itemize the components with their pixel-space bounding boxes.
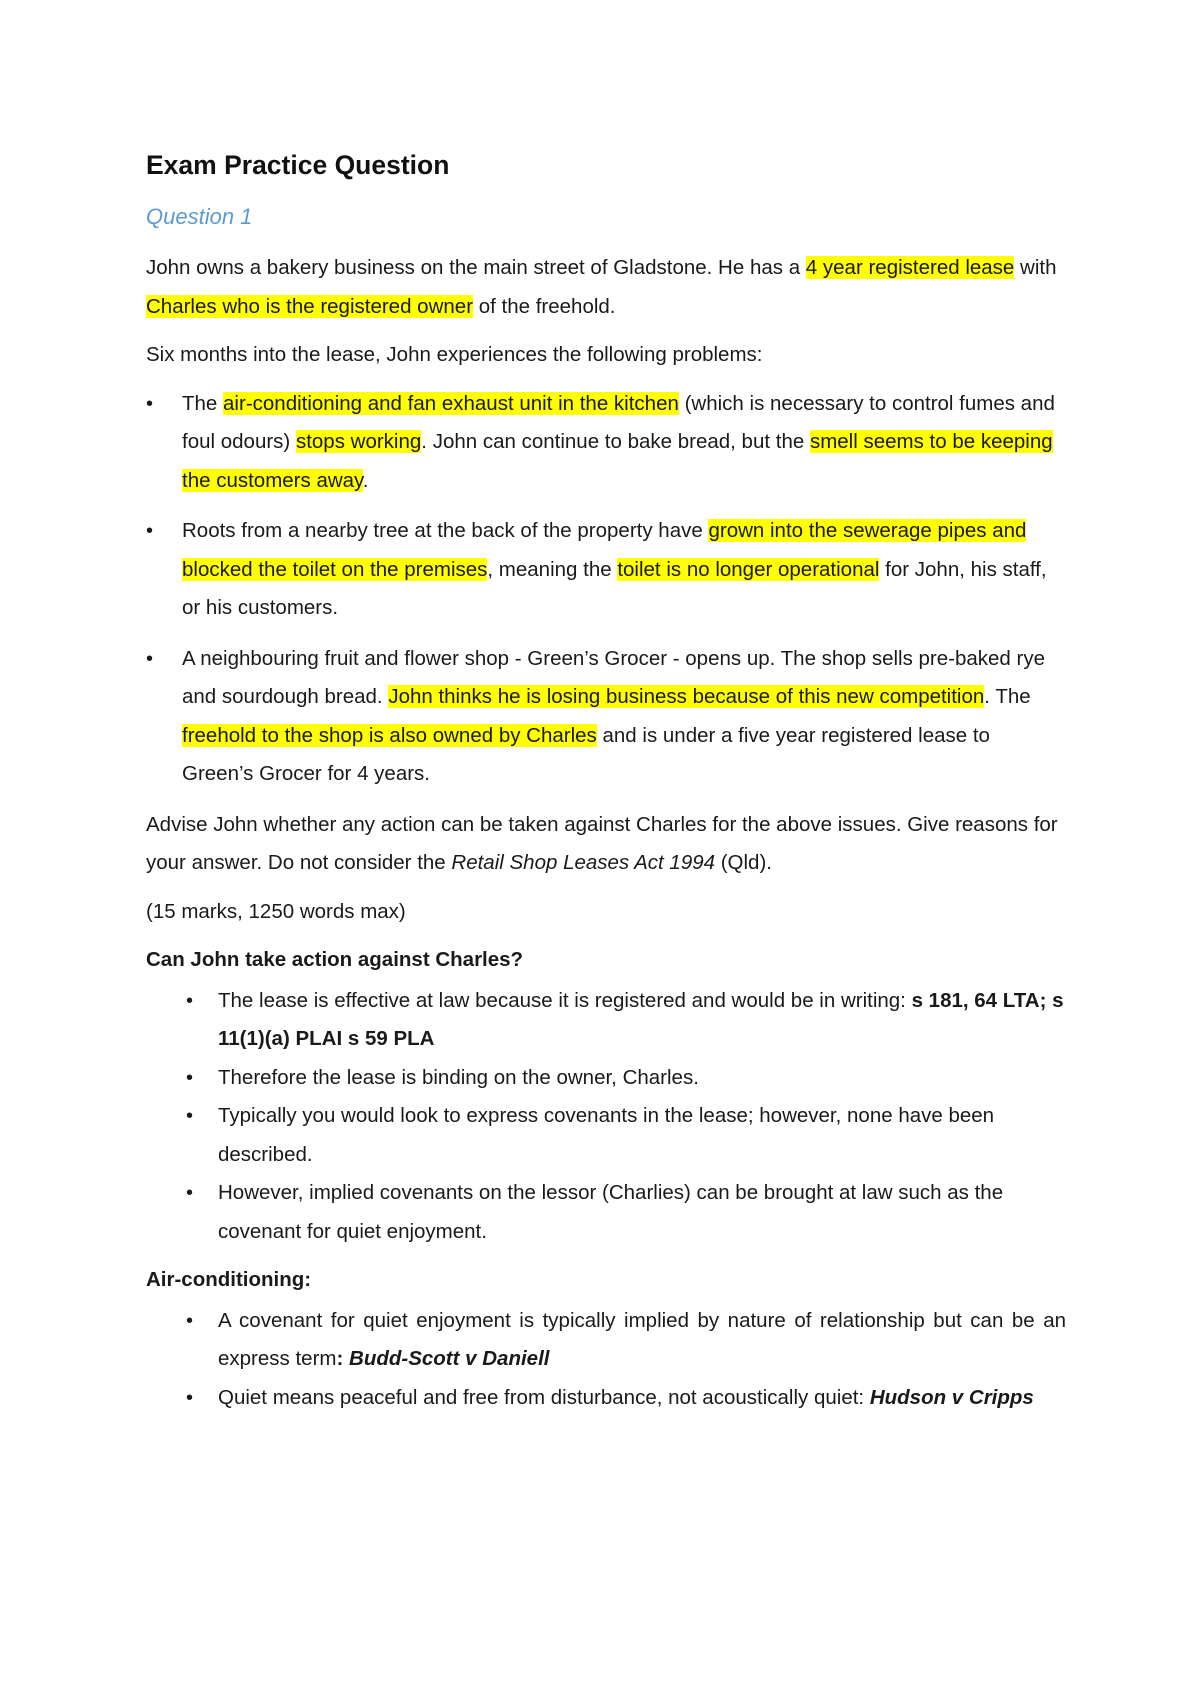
problem-highlight: John thinks he is losing business because of this new competition	[388, 685, 985, 709]
advise-text-1: Advise John whether any action can be taken against Charles for the above issues. Give reasons for your answer. Do not consider the	[146, 812, 1058, 875]
problem-text: . John can continue to bake bread, but the	[421, 430, 810, 454]
case-citation: Budd-Scott v Daniell	[349, 1347, 550, 1371]
problems-list	[146, 385, 1066, 794]
list-item	[146, 1097, 1066, 1174]
problem-highlight: smell seems to be keeping the customers away	[182, 430, 1053, 492]
action-list	[146, 982, 1066, 1252]
statute-citation: s 181, 64 LTA; s 11(1)(a) PLAI s 59 PLA	[218, 988, 1064, 1051]
intro-highlight-1: 4 year registered lease	[805, 256, 1015, 280]
document-title: Exam Practice Question	[146, 150, 450, 180]
problem-highlight: air-conditioning and fan exhaust unit in the kitchen	[223, 391, 679, 415]
list-item	[146, 385, 1066, 501]
case-citation: Hudson v Cripps	[869, 1385, 1034, 1409]
problem-text: for John, his staff, or his customers.	[182, 557, 1047, 620]
item-text: Typically you would look to express covenants in the lease; however, none have been described.	[218, 1104, 995, 1166]
marks-note: (15 marks, 1250 words max)	[146, 899, 406, 923]
list-item	[146, 1059, 1066, 1098]
item-text: The lease is effective at law because it is registered and would be in writing:	[218, 988, 912, 1012]
section-heading-air-conditioning: Air-conditioning:	[146, 1268, 312, 1292]
intro-text-1: John owns a bakery business on the main street of Gladstone. He has a	[146, 256, 806, 280]
list-item	[146, 1174, 1066, 1251]
list-item	[146, 982, 1066, 1059]
problem-text: and is under a five year registered lease to Green’s Grocer for 4 years.	[182, 723, 990, 786]
intro-text-3: of the freehold.	[473, 294, 616, 318]
item-text: However, implied covenants on the lessor (Charlies) can be brought at law such as the covenant for quiet enjoyment.	[218, 1181, 1004, 1243]
list-item	[146, 1379, 1066, 1418]
act-name: Retail Shop Leases Act 1994	[451, 851, 716, 875]
list-item	[146, 512, 1066, 628]
intro-paragraph	[146, 249, 1066, 326]
intro-text-2: with	[1014, 256, 1057, 280]
problem-text: The	[182, 391, 224, 415]
problem-text: A neighbouring fruit and flower shop - Green’s Grocer - opens up. The shop sells pre-baked rye and sourdough bread.	[182, 646, 1046, 709]
item-text: A covenant for quiet enjoyment is typically implied by nature of relationship but can be an express term	[218, 1308, 1066, 1371]
problem-text: (which is necessary to control fumes and foul odours)	[182, 391, 1055, 454]
section-heading-action: Can John take action against Charles?	[146, 948, 524, 972]
problem-highlight: grown into the sewerage pipes and blocked the toilet on the premises	[182, 519, 1027, 581]
problem-text: . The	[984, 685, 1031, 709]
air-conditioning-list	[146, 1302, 1066, 1418]
problems-intro: Six months into the lease, John experiences the following problems:	[146, 343, 763, 367]
item-text: Quiet means peaceful and free from disturbance, not acoustically quiet:	[218, 1385, 870, 1409]
problem-highlight: toilet is no longer operational	[617, 557, 880, 581]
problem-highlight: freehold to the shop is also owned by Charles	[182, 723, 597, 747]
item-text: Therefore the lease is binding on the owner, Charles.	[218, 1065, 699, 1089]
problem-highlight: stops working	[295, 430, 422, 454]
list-item	[146, 1302, 1066, 1379]
list-item	[146, 640, 1066, 794]
advise-paragraph	[146, 806, 1066, 883]
advise-text-2: (Qld).	[715, 851, 772, 875]
problem-text: .	[362, 468, 369, 492]
problem-text: Roots from a nearby tree at the back of the property have	[182, 519, 709, 543]
document-body	[146, 150, 1066, 1427]
item-separator: :	[336, 1347, 350, 1371]
problem-text: , meaning the	[487, 557, 618, 581]
intro-highlight-2: Charles who is the registered owner	[146, 294, 474, 318]
question-heading: Question 1	[146, 203, 253, 229]
